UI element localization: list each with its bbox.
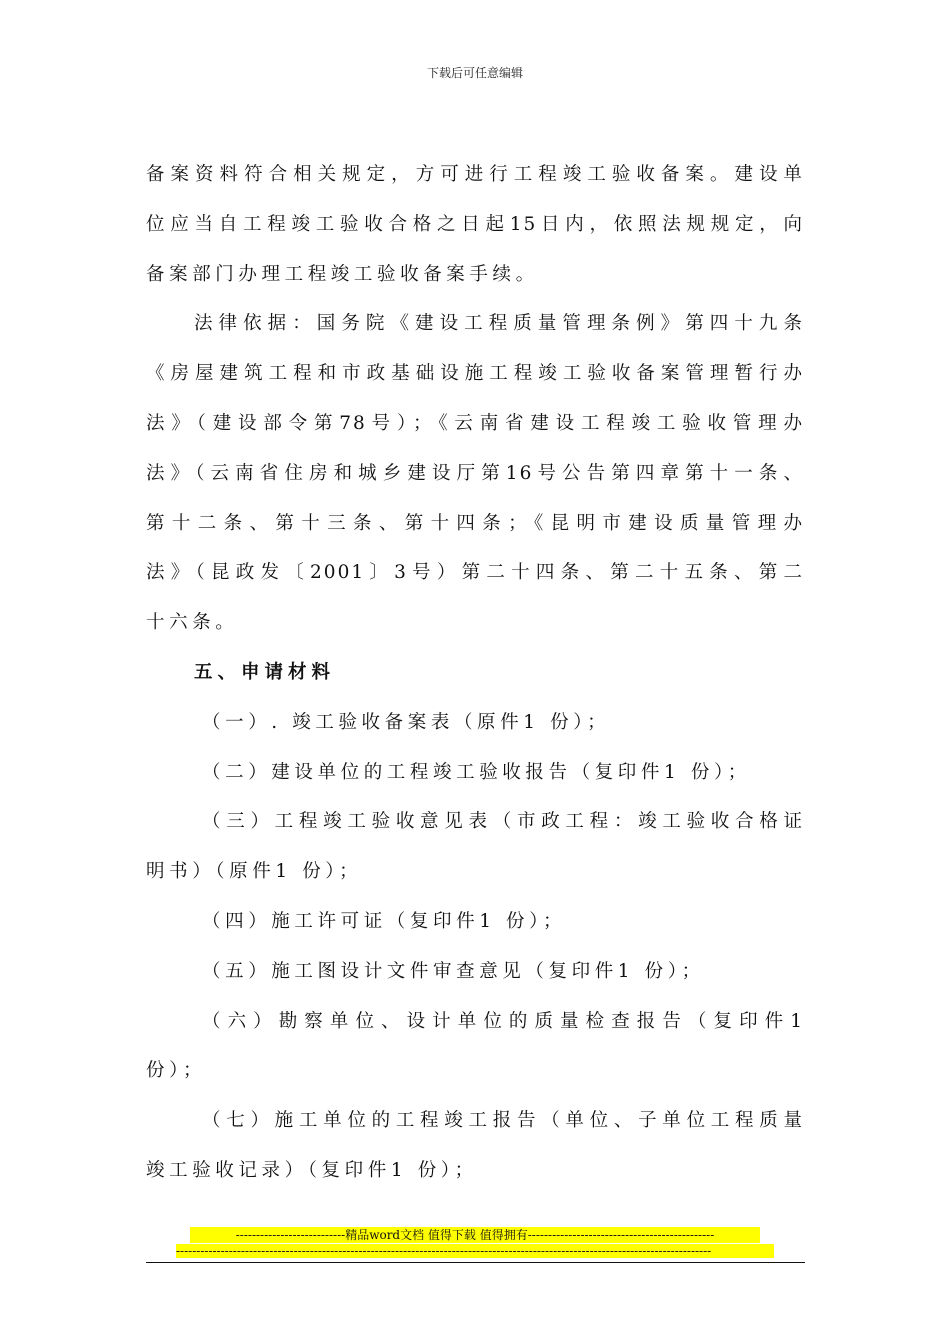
text-line: 法律依据：国务院《建设工程质量管理条例》第四十九条 <box>194 313 804 335</box>
footer-rule <box>146 1262 805 1263</box>
text-line: （六）勘察单位、设计单位的质量检查报告（复印件1 <box>202 1010 804 1032</box>
text-line: （四）施工许可证（复印件1 份）； <box>202 910 567 932</box>
text-line: 法》（昆政发〔2001〕3号）第二十四条、第二十五条、第二 <box>146 562 804 584</box>
text-line: 位应当自工程竣工验收合格之日起15日内，依照法规规定，向 <box>146 213 804 235</box>
text-line: 第十二条、第十三条、第十四条；《昆明市建设质量管理办 <box>146 512 804 534</box>
text-line: （七）施工单位的工程竣工报告（单位、子单位工程质量 <box>202 1110 804 1132</box>
text-line: 备案资料符合相关规定，方可进行工程竣工验收备案。建设单 <box>146 164 804 185</box>
text-line: （二）建设单位的工程竣工验收报告（复印件1 份）； <box>202 761 751 783</box>
document-body <box>146 150 804 1196</box>
text-line: 明书）（原件1 份）； <box>146 861 363 883</box>
text-line: 《房屋建筑工程和市政基础设施工程竣工验收备案管理暂行办 <box>146 363 804 385</box>
page-header: 下载后可任意编辑 <box>426 66 523 80</box>
footer-dashes: ------------------------------------------------------------------------------------------------------------------------------------ <box>176 1244 774 1258</box>
text-line: 备案部门办理工程竣工验收备案手续。 <box>146 263 539 285</box>
section-heading: 五、申请材料 <box>194 661 336 683</box>
text-line: 法》（建设部令第78号）；《云南省建设工程竣工验收管理办 <box>146 412 804 434</box>
text-line: （三）工程竣工验收意见表（市政工程：竣工验收合格证 <box>202 811 804 833</box>
text-line: 竣工验收记录）（复印件1 份）； <box>146 1159 478 1181</box>
text-line: （五）施工图设计文件审查意见（复印件1 份）； <box>202 960 705 982</box>
footer-banner: ---------------------------精品word文档 值得下载 值得拥有---------------------------------------------- <box>190 1227 760 1243</box>
text-line: 法》（云南省住房和城乡建设厅第16号公告第四章第十一条、 <box>146 462 804 484</box>
text-line: 十六条。 <box>146 612 239 634</box>
text-line: （一）. 竣工验收备案表（原件1 份）； <box>202 711 611 733</box>
text-line: 份）； <box>146 1060 207 1082</box>
